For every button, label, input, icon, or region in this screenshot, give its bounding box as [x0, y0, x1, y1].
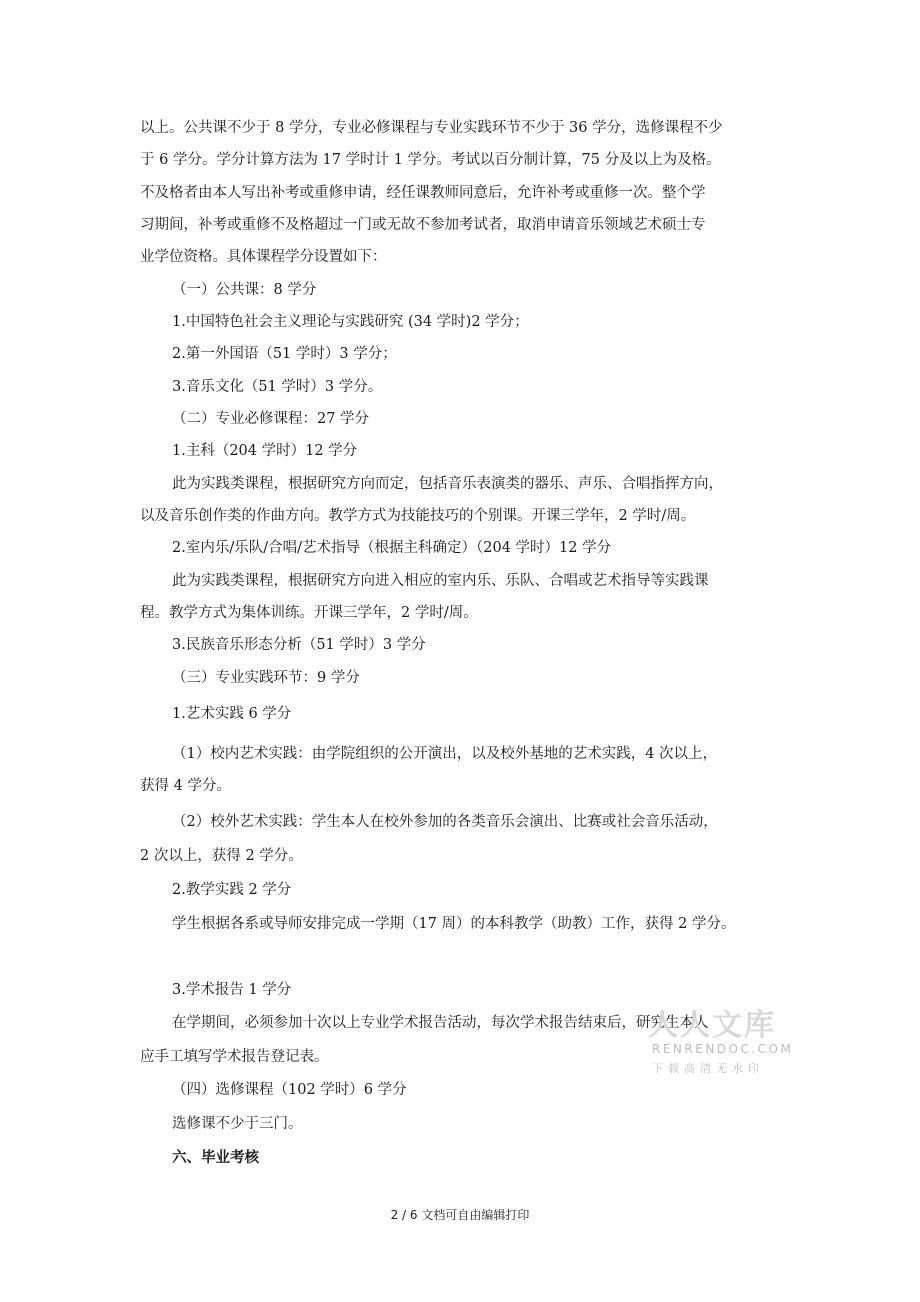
list-item: 1.艺术实践 6 学分: [172, 706, 292, 722]
paragraph-line: 在学期间，必须参加十次以上专业学术报告活动，每次学术报告结束后，研究生本人: [172, 1015, 709, 1031]
paragraph-line: 此为实践类课程，根据研究方向进入相应的室内乐、乐队、合唱或艺术指导等实践课: [172, 573, 709, 589]
paragraph-line: 此为实践类课程，根据研究方向而定，包括音乐表演类的器乐、声乐、合唱指挥方向，: [172, 476, 723, 492]
paragraph-line: 以及音乐创作类的作曲方向。教学方式为技能技巧的个别课。开课三学年，2 学时/周。: [140, 508, 696, 524]
paragraph-line: 于 6 学分。学分计算方法为 17 学时计 1 学分。考试以百分制计算，75 分及以上为及格。: [140, 152, 721, 168]
paragraph-line: 应手工填写学术报告登记表。: [140, 1049, 329, 1065]
paragraph-line: 选修课不少于三门。: [172, 1116, 303, 1132]
list-item: 2.教学实践 2 学分: [172, 882, 292, 898]
watermark-domain: RENRENDOC.COM: [652, 1042, 794, 1056]
section-heading: （四）选修课程（102 学时）6 学分: [172, 1082, 407, 1098]
chapter-heading: 六、毕业考核: [172, 1150, 259, 1166]
paragraph-line: 业学位资格。具体课程学分设置如下：: [140, 249, 387, 265]
paragraph-line: 程。教学方式为集体训练。开课三学年，2 学时/周。: [140, 605, 478, 621]
watermark-title: 人人文库: [648, 1008, 776, 1043]
list-item: 3.学术报告 1 学分: [172, 982, 292, 998]
paragraph-line: 以上。公共课不少于 8 学分，专业必修课程与专业实践环节不少于 36 学分，选修课程不少: [140, 120, 723, 136]
list-item: 1.中国特色社会主义理论与实践研究 (34 学时)2 学分；: [172, 314, 529, 330]
paragraph-line: 2 次以上，获得 2 学分。: [140, 848, 303, 864]
section-heading: （二）专业必修课程：27 学分: [172, 411, 370, 427]
watermark-logo: [630, 1000, 794, 1080]
list-item: 3.民族音乐形态分析（51 学时）3 学分: [172, 637, 426, 653]
paragraph-line: 习期间，补考或重修不及格超过一门或无故不参加考试者，取消申请音乐领域艺术硕士专: [140, 217, 706, 233]
list-item: 1.主科（204 学时）12 学分: [172, 443, 358, 459]
paragraph-line: 不及格者由本人写出补考或重修申请，经任课教师同意后，允许补考或重修一次。整个学: [140, 185, 706, 201]
list-item: 3.音乐文化（51 学时）3 学分。: [172, 379, 383, 395]
watermark-subtitle: 下载高清无水印: [652, 1062, 764, 1075]
page-footer: 2 / 6 文档可自由编辑打印: [390, 1208, 530, 1222]
paragraph-line: （2）校外艺术实践：学生本人在校外参加的各类音乐会演出、比赛或社会音乐活动，: [172, 814, 718, 830]
section-heading: （一）公共课：8 学分: [172, 282, 317, 298]
paragraph-line: 获得 4 学分。: [140, 778, 231, 794]
list-item: 2.第一外国语（51 学时）3 学分；: [172, 346, 397, 362]
paragraph-line: （1）校内艺术实践：由学院组织的公开演出，以及校外基地的艺术实践，4 次以上，: [172, 746, 718, 762]
section-heading: （三）专业实践环节：9 学分: [172, 670, 360, 686]
list-item: 2.室内乐/乐队/合唱/艺术指导（根据主科确定）（204 学时）12 学分: [172, 540, 612, 556]
paragraph-line: 学生根据各系或导师安排完成一学期（17 周）的本科教学（助教）工作，获得 2 学分。: [172, 916, 736, 932]
